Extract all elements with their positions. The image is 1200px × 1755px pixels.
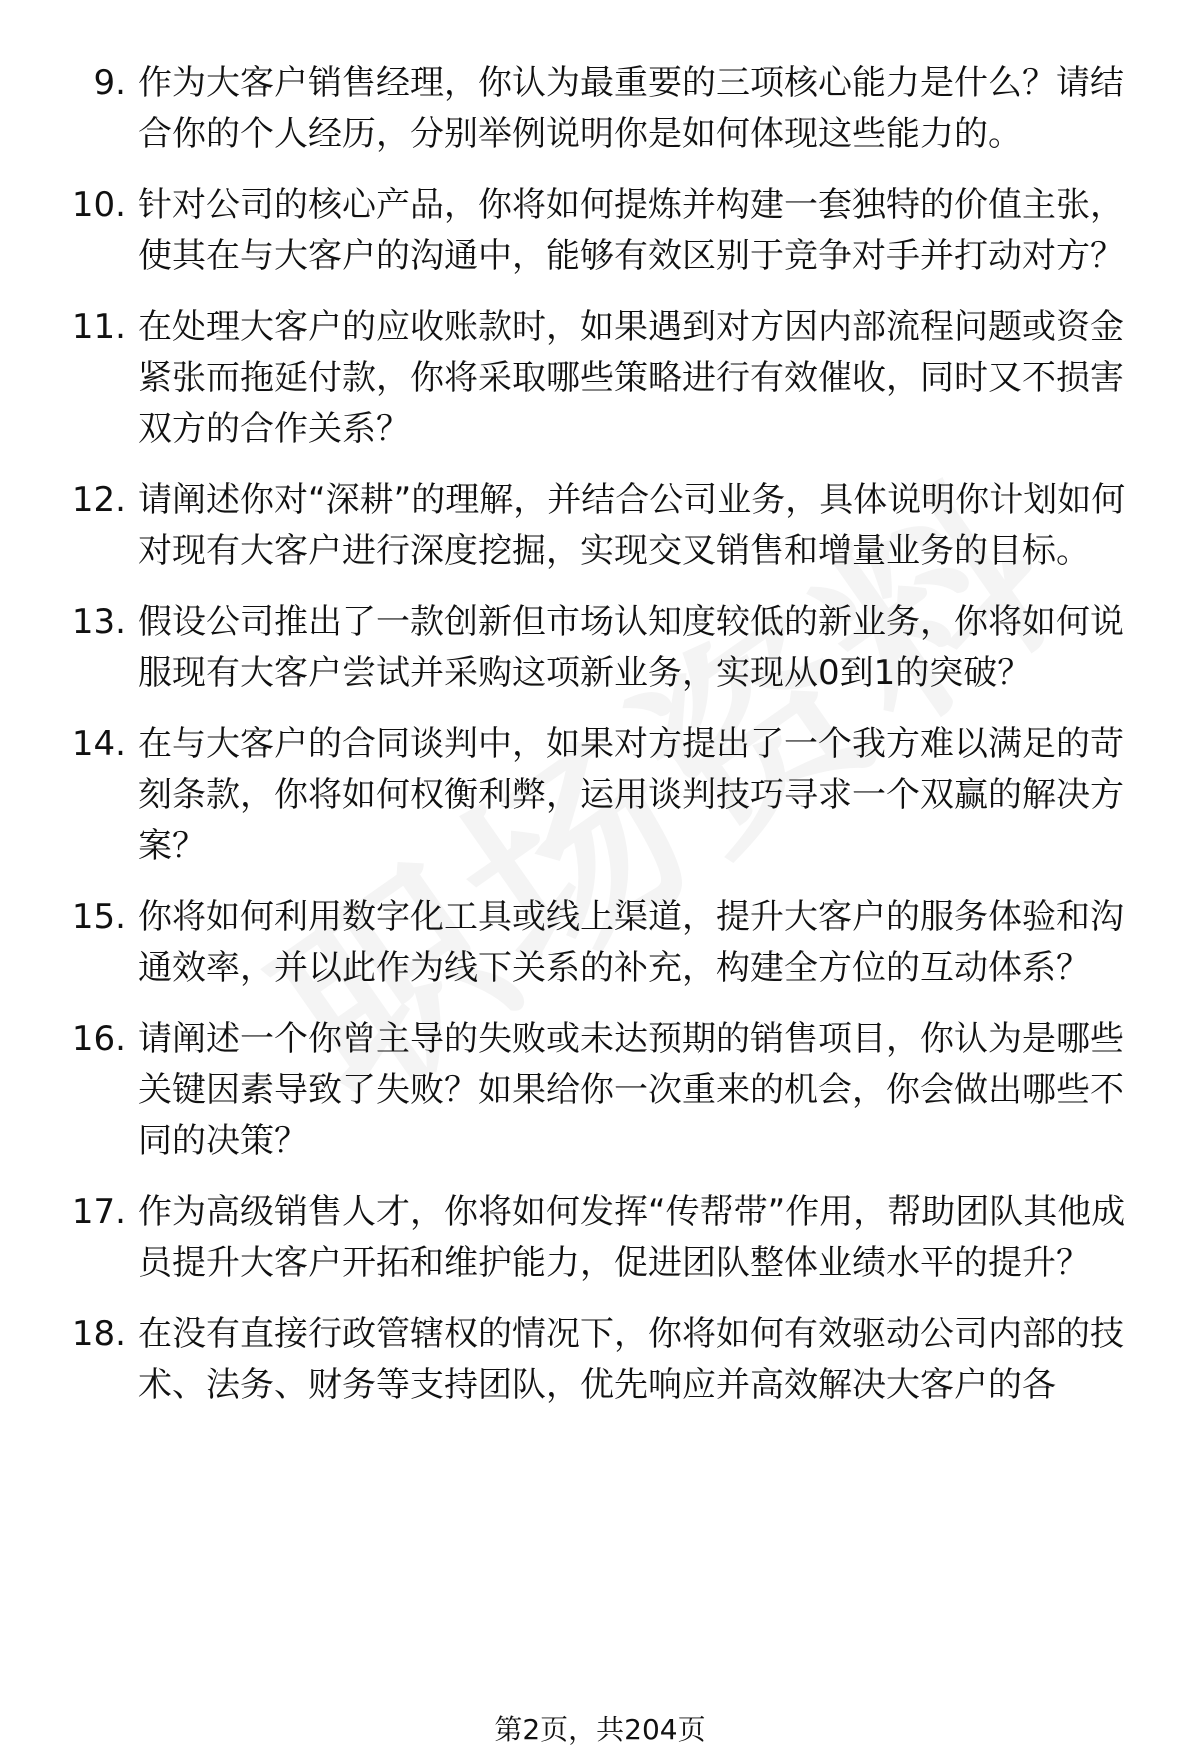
question-item	[56, 719, 1136, 872]
question-text: 假设公司推出了一款创新但市场认知度较低的新业务，你将如何说服现有大客户尝试并采购这项新业务，实现从0到1的突破？	[138, 602, 1124, 693]
question-item	[56, 58, 1136, 160]
question-number: 18.	[71, 1314, 126, 1354]
question-list	[56, 58, 1136, 1431]
question-item	[56, 892, 1136, 994]
question-item	[56, 180, 1136, 282]
question-text: 在没有直接行政管辖权的情况下，你将如何有效驱动公司内部的技术、法务、财务等支持团队，优先响应并高效解决大客户的各	[138, 1314, 1124, 1405]
question-item	[56, 1187, 1136, 1289]
question-number: 14.	[71, 724, 126, 764]
question-item	[56, 1309, 1136, 1411]
question-text: 请阐述一个你曾主导的失败或未达预期的销售项目，你认为是哪些关键因素导致了失败？如果给你一次重来的机会，你会做出哪些不同的决策？	[138, 1019, 1124, 1161]
question-item	[56, 597, 1136, 699]
question-number: 13.	[71, 602, 126, 642]
question-text: 你将如何利用数字化工具或线上渠道，提升大客户的服务体验和沟通效率，并以此作为线下关系的补充，构建全方位的互动体系？	[138, 897, 1124, 988]
question-item	[56, 302, 1136, 455]
page-footer: 第2页，共204页	[494, 1713, 706, 1746]
question-number: 16.	[71, 1019, 126, 1059]
question-text: 在处理大客户的应收账款时，如果遇到对方因内部流程问题或资金紧张而拖延付款，你将采取哪些策略进行有效催收，同时又不损害双方的合作关系？	[138, 307, 1124, 449]
question-number: 11.	[71, 307, 126, 347]
question-number: 12.	[71, 480, 126, 520]
question-item	[56, 1014, 1136, 1167]
question-number: 10.	[71, 185, 126, 225]
question-number: 9.	[93, 63, 126, 103]
question-text: 作为高级销售人才，你将如何发挥“传帮带”作用，帮助团队其他成员提升大客户开拓和维护能力，促进团队整体业绩水平的提升？	[138, 1192, 1126, 1283]
question-item	[56, 475, 1136, 577]
question-text: 作为大客户销售经理，你认为最重要的三项核心能力是什么？请结合你的个人经历，分别举例说明你是如何体现这些能力的。	[138, 63, 1124, 154]
question-text: 在与大客户的合同谈判中，如果对方提出了一个我方难以满足的苛刻条款，你将如何权衡利弊，运用谈判技巧寻求一个双赢的解决方案？	[138, 724, 1124, 866]
question-number: 17.	[71, 1192, 126, 1232]
question-number: 15.	[71, 897, 126, 937]
question-text: 针对公司的核心产品，你将如何提炼并构建一套独特的价值主张，使其在与大客户的沟通中，能够有效区别于竞争对手并打动对方？	[138, 185, 1124, 276]
question-text: 请阐述你对“深耕”的理解，并结合公司业务，具体说明你计划如何对现有大客户进行深度挖掘，实现交叉销售和增量业务的目标。	[138, 480, 1126, 571]
